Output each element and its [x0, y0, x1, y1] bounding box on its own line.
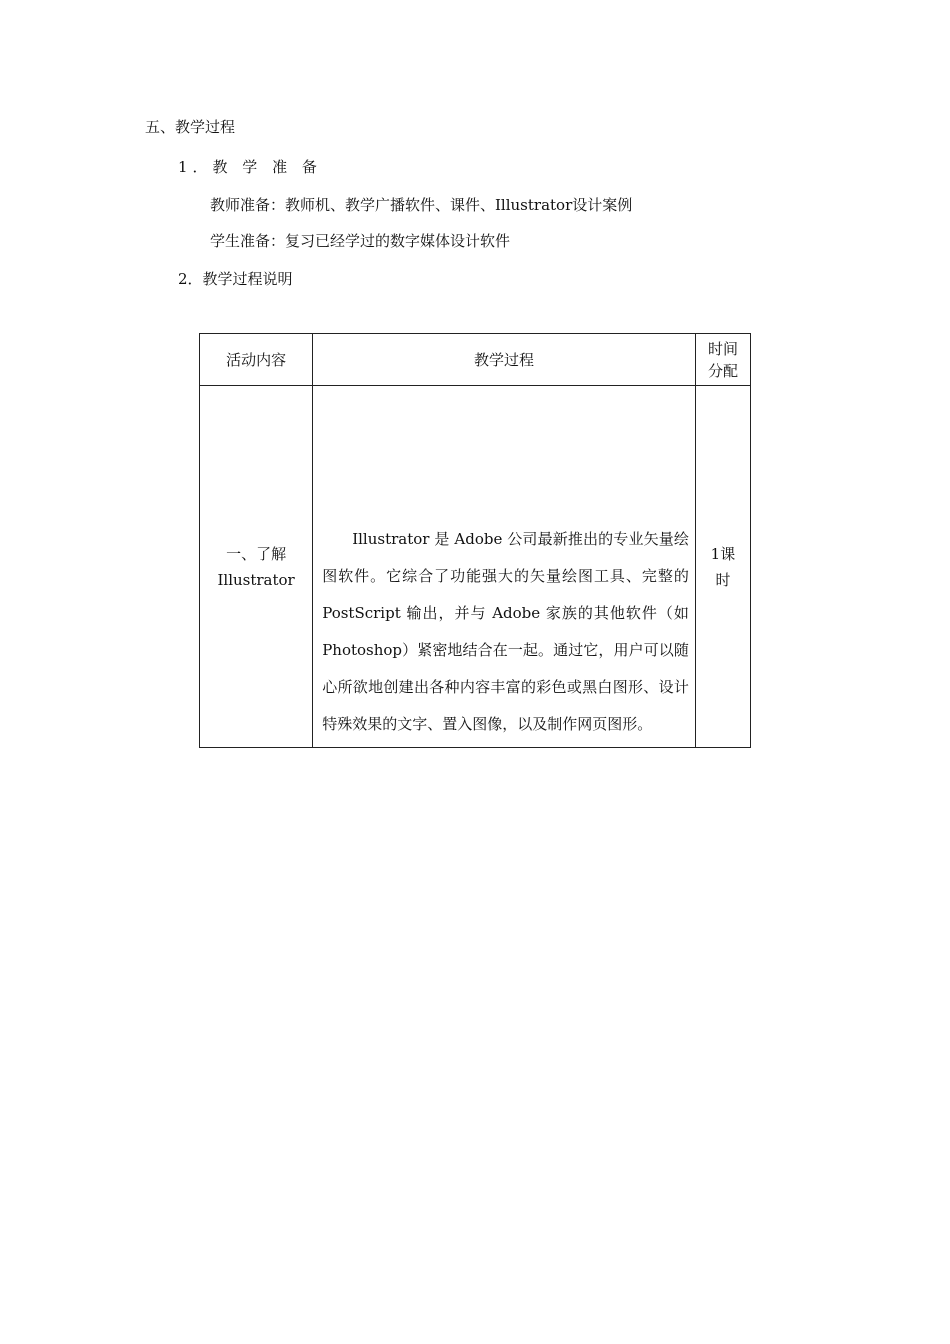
header-time-line2: 分配 — [707, 361, 738, 380]
table-header-row — [200, 334, 751, 386]
process-heading: 2．教学过程说明 — [178, 270, 293, 288]
process-text: Illustrator 是 Adobe 公司最新推出的专业矢量绘图软件。它综合了功能强大的矢量绘图工具、完整的 PostScript 输出，并与 Adobe 家族的其他软件（如 Photoshop）紧密地结合在一起。通过它，用户可以随心所欲地创建出各种内容丰富的彩色或黑白图形、设计特殊效果的文字、置入图像，以及制作网页图形。 — [322, 530, 689, 733]
activity-line2: Illustrator — [217, 570, 295, 589]
lesson-table — [199, 333, 751, 748]
process-cell — [313, 386, 696, 748]
header-time — [695, 334, 750, 386]
time-line1: 1课 — [710, 544, 736, 563]
prep-heading: 1．教 学 准 备 — [178, 158, 322, 176]
activity-cell — [200, 386, 313, 748]
header-time-line1: 时间 — [707, 339, 738, 358]
teacher-prep-text: 教师准备：教师机、教学广播软件、课件、Illustrator设计案例 — [210, 196, 633, 214]
table-row — [200, 386, 751, 748]
activity-line1: 一、了解 — [226, 544, 287, 563]
time-cell — [695, 386, 750, 748]
student-prep-text: 学生准备：复习已经学过的数字媒体设计软件 — [210, 232, 511, 250]
header-activity: 活动内容 — [200, 334, 313, 386]
section-heading: 五、教学过程 — [145, 118, 236, 136]
header-process: 教学过程 — [313, 334, 696, 386]
time-line2: 时 — [715, 570, 731, 589]
